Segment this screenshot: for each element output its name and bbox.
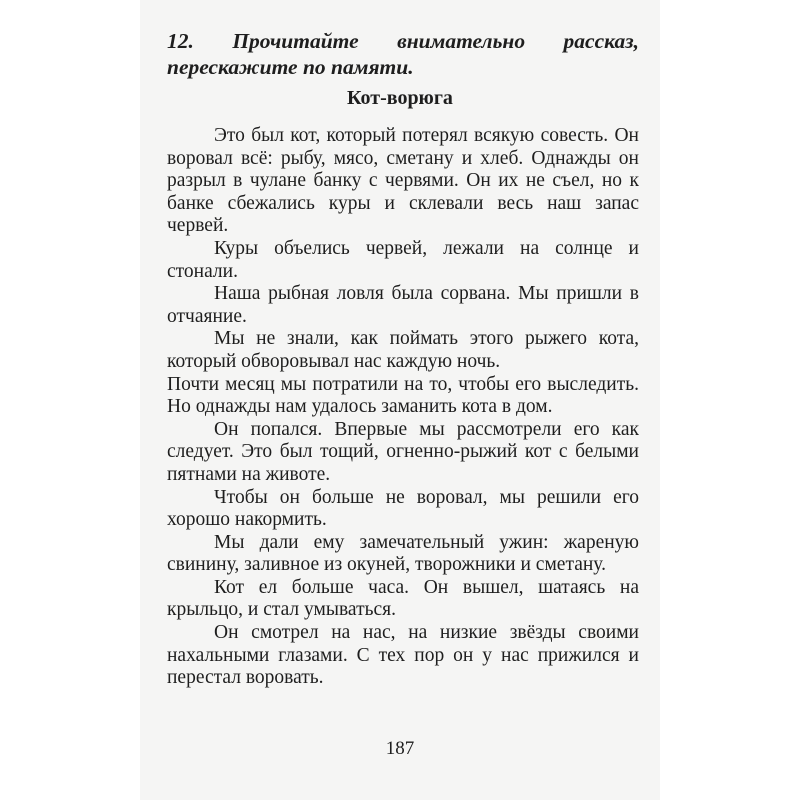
paragraph: Это был кот, который потерял всякую совесть. Он воровал всё: рыбу, мясо, сметану и хлеб. Однажды он разрыл в чулане банку с червями. Он их не съел, но к банке сбежались куры и склевали весь наш запас червей.: [167, 125, 639, 237]
paragraph: Мы не знали, как поймать этого рыжего кота, который обворовывал нас каждую ночь.: [167, 328, 639, 372]
paragraph: Куры объелись червей, лежали на солнце и стонали.: [167, 237, 639, 282]
paragraph: Наша рыбная ловля была сорвана. Мы пришли в отчаяние.: [167, 283, 639, 327]
paragraph: Кот ел больше часа. Он вышел, шатаясь на крыльцо, и стал умываться.: [167, 576, 639, 621]
book-page: [140, 0, 660, 800]
paragraph: Чтобы он больше не воровал, мы решили его хорошо накормить.: [167, 486, 639, 531]
task-heading-line-2: перескажите по памяти.: [167, 55, 414, 79]
task-heading: [167, 28, 639, 80]
story-text: [167, 125, 639, 690]
paragraph: Почти месяц мы потратили на то, чтобы его выследить. Но однажды нам удалось заманить кота в дом.: [167, 373, 639, 418]
story-title: Кот-ворюга: [347, 87, 453, 109]
page-number: 187: [385, 738, 415, 759]
paragraph: Он смотрел на нас, на низкие звёзды своими нахальными глазами. С тех пор он у нас прижился и перестал воровать.: [167, 622, 639, 689]
paragraph: Он попался. Впервые мы рассмотрели его как следует. Это был тощий, огненно-рыжий кот с белыми пятнами на животе.: [167, 418, 639, 485]
paragraph: Мы дали ему замечательный ужин: жареную свинину, заливное из окуней, творожники и сметану.: [167, 531, 639, 576]
task-heading-line-1: 12. Прочитайте внимательно рассказ,: [167, 29, 639, 53]
